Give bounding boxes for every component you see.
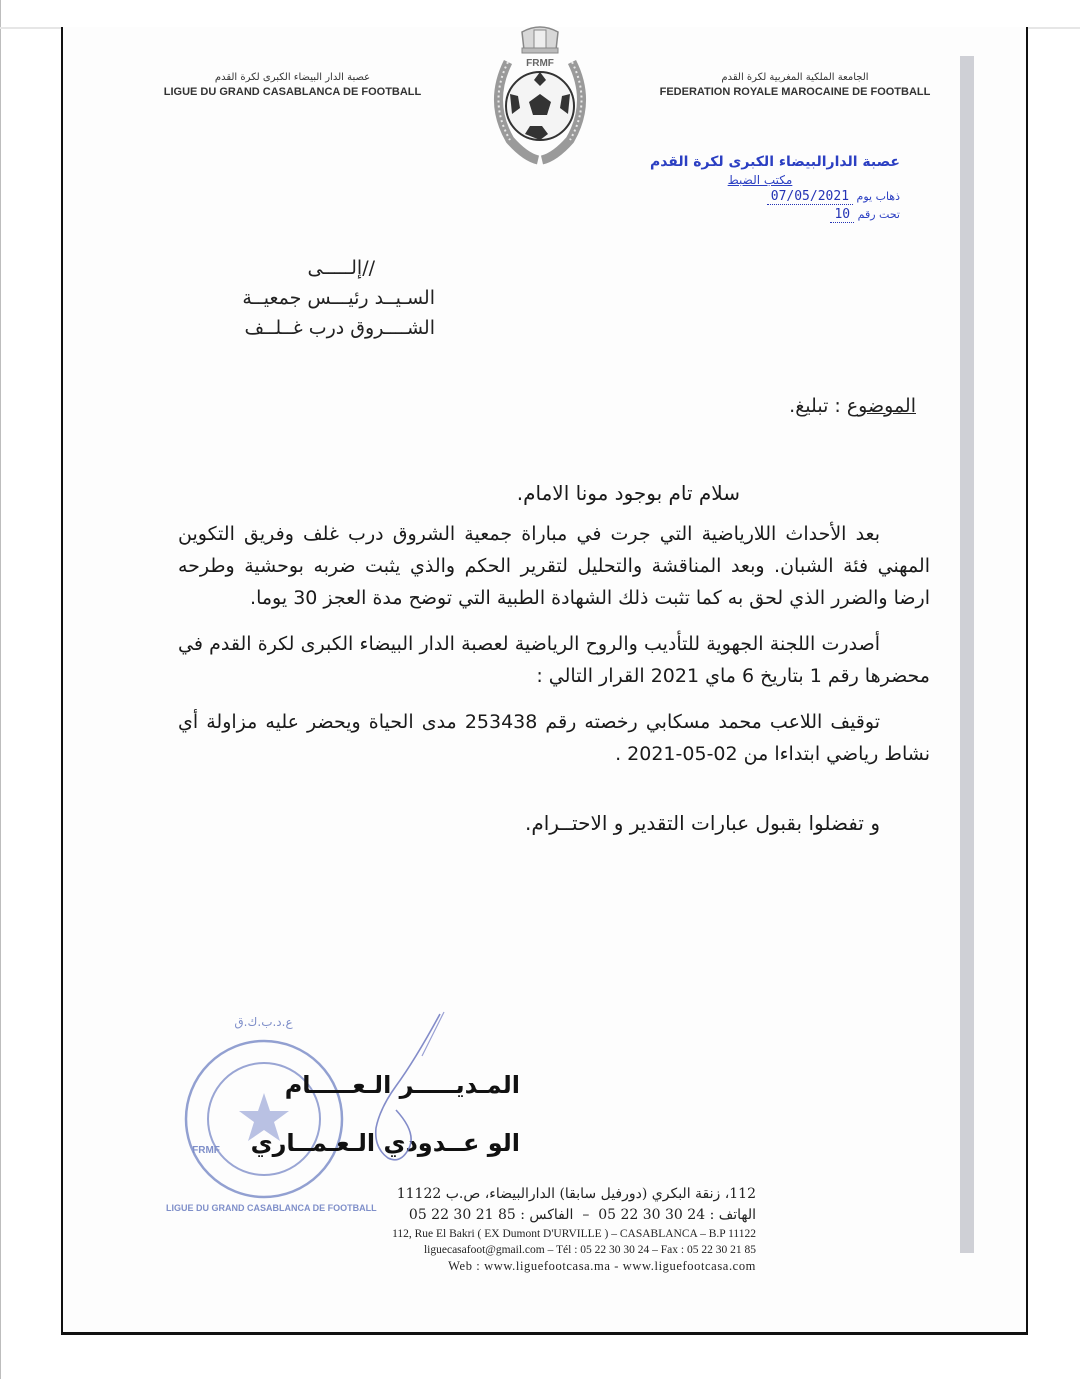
- registration-stamp-title: عصبة الدارالبيضاء الكبرى لكرة القدم: [649, 154, 900, 170]
- recipient-line-1: السـيــد رئيـــس جمعيــة: [242, 287, 435, 309]
- seal-outer-text: LIGUE DU GRAND CASABLANCA DE FOOTBALL: [166, 1203, 377, 1213]
- footer-phone: 05 22 30 30 24: [598, 1207, 706, 1223]
- footer-separator: –: [577, 1207, 594, 1223]
- paragraph-committee: أصدرت اللجنة الجهوية للتأديب والروح الرياضية لعصبة الدار البيضاء الكبرى لكرة القدم في محضرها رقم 1 بتاريخ 6 ماي 2021 القرار التالي :: [178, 633, 930, 687]
- league-name-arabic: عصبة الدار البيضاء الكبرى لكرة القدم: [214, 72, 371, 83]
- paragraph-incident: بعد الأحداث اللارياضية التي جرت في مباراة جمعية الشروق درب غلف وفريق التكوين المهني فئة الشبان. وبعد المناقشة والتحليل لتقرير الحكم والذي يثبت ضربه بوحشية وطرحه ارضا والضرر الذي لحق به كما تثبت ذلك الشهادة الطبية التي توضح مدة العجز 30 يوما.: [178, 523, 930, 609]
- footer-phone-label: الهاتف :: [709, 1207, 756, 1223]
- signatory-name: الو عــدودي الـعـمــاري: [250, 1129, 520, 1157]
- logo-text: FRMF: [526, 58, 554, 69]
- footer-fax-label: الفاكس :: [520, 1207, 574, 1223]
- registration-date-row: [660, 188, 900, 206]
- frmf-emblem-icon: [470, 22, 610, 167]
- recipient-to: //إلـــــى: [307, 257, 375, 279]
- subject-value: تبليغ.: [789, 395, 829, 417]
- federation-name-arabic: الجامعة الملكية المغربية لكرة القدم: [721, 72, 869, 83]
- seal-arabic-text: ع.د.ب.ك.ق: [234, 1015, 293, 1029]
- letter-body: [178, 478, 930, 838]
- federation-header: [645, 70, 945, 100]
- subject-separator: :: [828, 395, 847, 417]
- registration-date-label: ذهاب يوم: [856, 190, 900, 203]
- footer-address-arabic: 112، زنقة البكري (دورفيل سابقا) الدارالبيضاء، ص.ب 11122: [396, 1186, 756, 1202]
- registration-stamp: [649, 152, 900, 224]
- scan-shadow-bar: [960, 56, 974, 1253]
- letter-footer: [320, 1184, 756, 1275]
- handwritten-signature: [360, 1010, 460, 1170]
- signatory-title: المـديـــــر الـعـــــام: [284, 1071, 520, 1099]
- league-header: [150, 70, 435, 100]
- frmf-logo: [470, 22, 610, 167]
- footer-web: Web : www.liguefootcasa.ma - www.liguefootcasa.com: [448, 1259, 756, 1273]
- seal-inner-text: FRMF: [192, 1145, 220, 1156]
- footer-fax: 05 22 30 21 85: [408, 1207, 516, 1223]
- footer-phones-arabic: [320, 1205, 756, 1226]
- subject-label: الموضوع: [846, 395, 916, 417]
- league-name-french: LIGUE DU GRAND CASABLANCA DE FOOTBALL: [163, 86, 422, 98]
- greeting: سلام تام بوجود مونا الامام.: [516, 481, 740, 505]
- federation-name-french: FEDERATION ROYALE MAROCAINE DE FOOTBALL: [659, 86, 931, 98]
- recipient-block: [150, 253, 435, 343]
- registration-office: مكتب الضبط: [727, 173, 793, 187]
- subject-line: [560, 392, 916, 420]
- signature-stroke-icon: [360, 1010, 460, 1170]
- registration-number-row: [660, 206, 900, 224]
- registration-number-value: 10: [830, 207, 854, 223]
- registration-date-value: 07/05/2021: [767, 189, 853, 205]
- left-edge-line: [0, 0, 1, 1379]
- footer-address-french: 112, Rue El Bakri ( EX Dumont D'URVILLE ) – CASABLANCA – B.P 11122: [392, 1228, 756, 1240]
- closing-salutation: و تفضلوا بقبول عبارات التقدير و الاحتــرام.: [525, 811, 880, 835]
- paragraph-decision: توقيف اللاعب محمد مسكابي رخصته رقم 253438 مدى الحياة ويحضر عليه مزاولة أي نشاط رياضي ابتداءا من 02-05-2021 .: [178, 711, 930, 765]
- recipient-line-2: الشــــروق درب غــلــف: [244, 317, 435, 339]
- footer-contact: liguecasafoot@gmail.com – Tél : 05 22 30 30 24 – Fax : 05 22 30 21 85: [423, 1244, 756, 1256]
- registration-number-label: تحت رقم: [857, 208, 900, 221]
